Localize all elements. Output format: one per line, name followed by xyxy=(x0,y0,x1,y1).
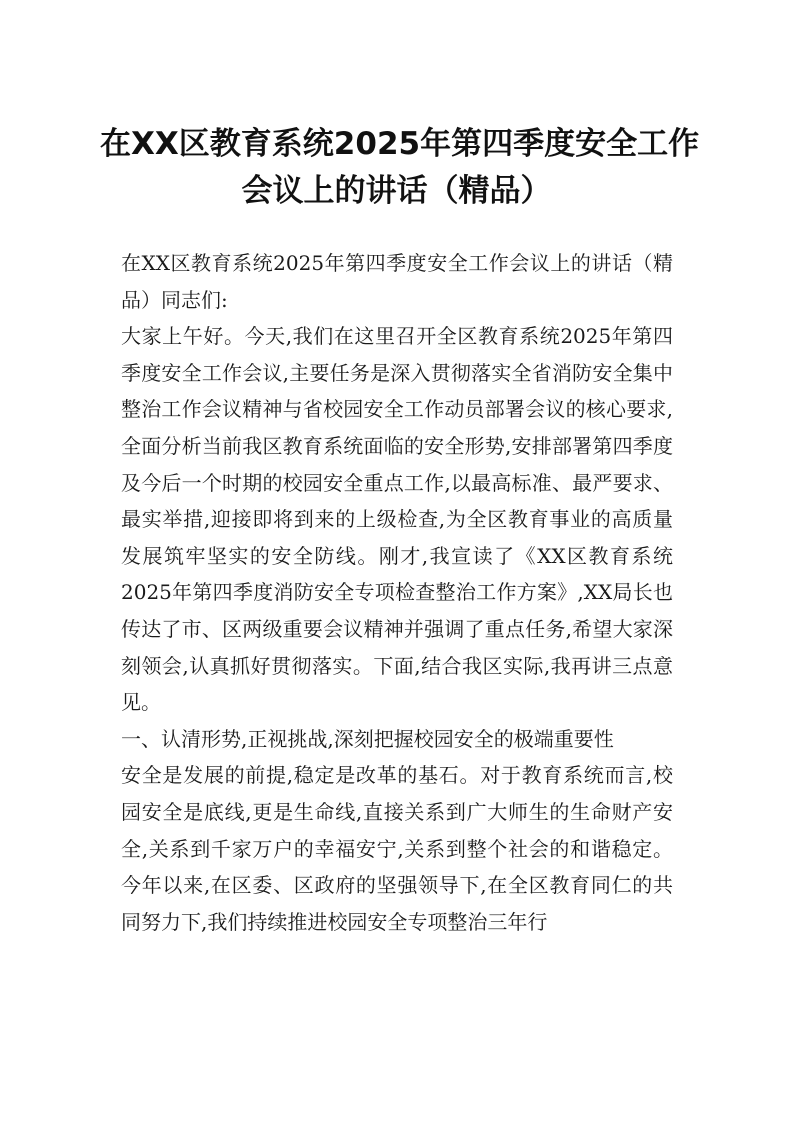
document-title-line2: 会议上的讲话（精品） xyxy=(241,173,552,209)
document-body xyxy=(121,245,673,940)
document-title-line1: 在XX区教育系统2025年第四季度安全工作 xyxy=(100,126,700,162)
section-1-paragraph: 安全是发展的前提,稳定是改革的基石。对于教育系统而言,校园安全是底线,更是生命线,直接关系到广大师生的生命财产安全,关系到千家万户的幸福安宁,关系到整个社会的和谐稳定。今年以来,在区委、区政府的坚强领导下,在全区教育同仁的共同努力下,我们持续推进校园安全专项整治三年行 xyxy=(121,763,673,934)
opening-paragraph: 大家上午好。今天,我们在这里召开全区教育系统2025年第四季度安全工作会议,主要任务是深入贯彻落实全省消防安全集中整治工作会议精神与省校园安全工作动员部署会议的核心要求,全面分析当前我区教育系统面临的安全形势,安排部署第四季度及今后一个时期的校园安全重点工作,以最高标准、最严要求、最实举措,迎接即将到来的上级检查,为全区教育事业的高质量发展筑牢坚实的安全防线。刚才,我宣读了《XX区教育系统2025年第四季度消防安全专项检查整治工作方案》,XX局长也传达了市、区两级重要会议精神并强调了重点任务,希望大家深刻领会,认真抓好贯彻落实。下面,结合我区实际,我再讲三点意见。 xyxy=(121,324,673,715)
salutation-paragraph: 在XX区教育系统2025年第四季度安全工作会议上的讲话（精品）同志们: xyxy=(121,251,673,312)
section-heading-1: 一、认清形势,正视挑战,深刻把握校园安全的极端重要性 xyxy=(121,726,614,751)
